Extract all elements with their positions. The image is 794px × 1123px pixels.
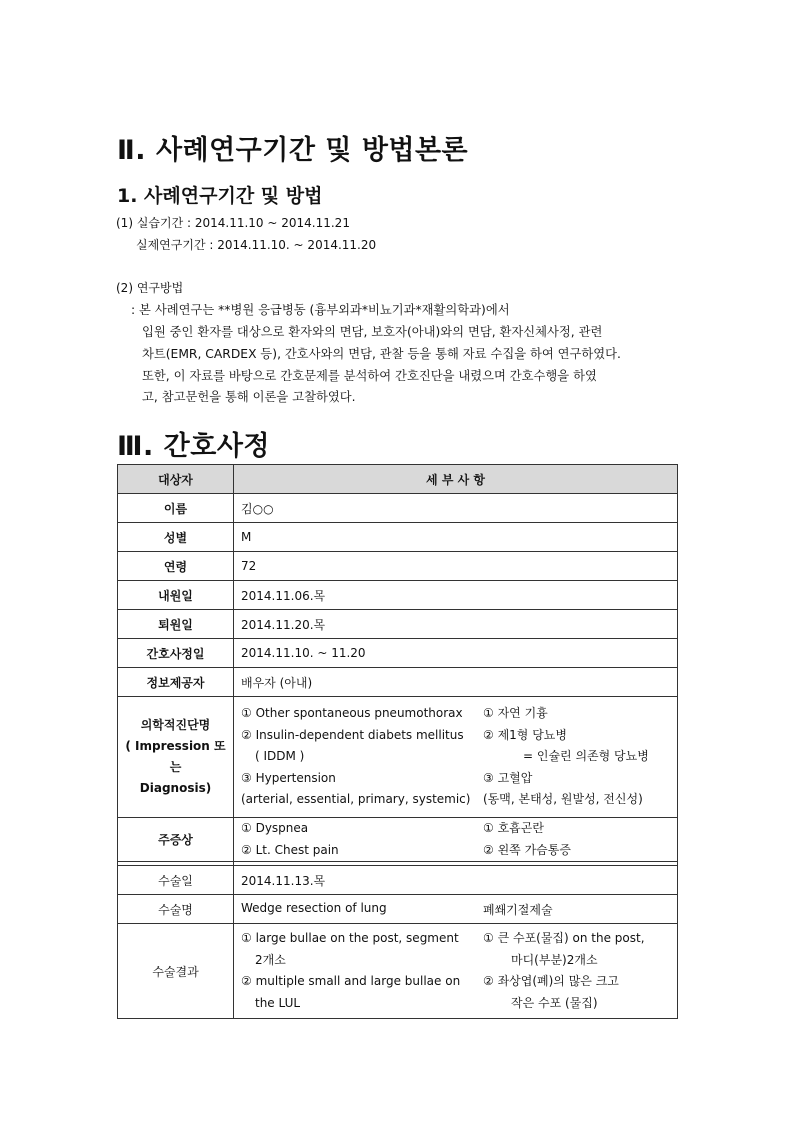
- row-value: 2014.11.10. ~ 11.20: [234, 639, 678, 668]
- table-row: [118, 494, 678, 523]
- diagnosis-ko: ③ 고혈압: [483, 770, 533, 785]
- surgery-name-label: 수술명: [118, 895, 234, 924]
- surgery-result-en: ② multiple small and large bullae on: [241, 974, 461, 988]
- diagnosis-ko: (동맥, 본태성, 원발성, 전신성): [483, 792, 643, 807]
- section-2-1-title: 1. 사례연구기간 및 방법: [117, 185, 323, 207]
- complaint-ko: ② 왼쪽 가슴통증: [483, 842, 571, 857]
- surgery-result-value: [234, 924, 678, 1019]
- surgery-date-value: 2014.11.13.목: [234, 866, 678, 895]
- complaint-en: ① Dyspnea: [241, 821, 309, 835]
- table-row: [118, 523, 678, 552]
- diagnosis-en: ② Insulin-dependent diabets mellitus: [241, 727, 464, 742]
- method-line: 또한, 이 자료를 바탕으로 간호문제를 분석하여 간호진단을 내렸으며 간호수행을 하였: [142, 369, 597, 383]
- row-value: 2014.11.06.목: [234, 581, 678, 610]
- section-2-title: Ⅱ. 사례연구기간 및 방법본론: [117, 135, 469, 166]
- row-label: 성별: [118, 523, 234, 552]
- surgery-result-ko: ② 좌상엽(폐)의 많은 크고: [483, 974, 619, 988]
- surgery-name-row: [118, 895, 678, 924]
- surgery-result-ko: 작은 수포 (물집): [511, 995, 598, 1010]
- surgery-result-row: [118, 924, 678, 1019]
- row-label: 내원일: [118, 581, 234, 610]
- surgery-name-value: [234, 895, 678, 924]
- method-line: 고, 참고문헌을 통해 이론을 고찰하였다.: [142, 390, 356, 404]
- diagnosis-label: [118, 697, 234, 818]
- method-line: 차트(EMR, CARDEX 등), 간호사와의 면담, 관찰 등을 통해 자료 수집을 하여 연구하였다.: [142, 347, 621, 361]
- diagnosis-ko: ② 제1형 당뇨병: [483, 727, 567, 742]
- method-line: : 본 사례연구는 **병원 응급병동 (흉부외과*비뇨기과*재활의학과)에서: [131, 303, 510, 317]
- surgery-result-en: 2개소: [255, 952, 286, 967]
- surgery-name-ko: 폐쐐기절제술: [483, 902, 553, 917]
- surgery-date-row: [118, 866, 678, 895]
- diagnosis-en: ③ Hypertension: [241, 770, 336, 785]
- row-value: 배우자 (아내): [234, 668, 678, 697]
- table-row: [118, 552, 678, 581]
- study-period: 실제연구기간 : 2014.11.10. ~ 2014.11.20: [136, 238, 377, 252]
- practice-period: (1) 실습기간 : 2014.11.10 ~ 2014.11.21: [116, 216, 350, 230]
- row-value: M: [234, 523, 678, 552]
- diagnosis-en: (arterial, essential, primary, systemic): [241, 792, 471, 807]
- surgery-result-ko: ① 큰 수포(물집) on the post,: [483, 931, 645, 945]
- diagnosis-label-line: ( Impression 또는: [125, 739, 226, 774]
- table-row: [118, 581, 678, 610]
- surgery-result-en: the LUL: [255, 995, 301, 1010]
- diagnosis-ko: ① 자연 기흉: [483, 706, 548, 721]
- method-heading: (2) 연구방법: [116, 281, 184, 295]
- row-label: 정보제공자: [118, 668, 234, 697]
- table-row: [118, 639, 678, 668]
- diagnosis-en: ① Other spontaneous pneumothorax: [241, 706, 463, 721]
- surgery-name-en: Wedge resection of lung: [241, 900, 387, 915]
- row-label: 퇴원일: [118, 610, 234, 639]
- row-label: 이름: [118, 494, 234, 523]
- chief-complaint-label: 주증상: [118, 818, 234, 862]
- complaint-en: ② Lt. Chest pain: [241, 842, 339, 857]
- table-row: [118, 610, 678, 639]
- row-value: 김○○: [234, 494, 678, 523]
- complaint-ko: ① 호흡곤란: [483, 821, 544, 835]
- row-label: 연령: [118, 552, 234, 581]
- header-details: 세 부 사 항: [234, 465, 678, 494]
- surgery-result-en: ① large bullae on the post, segment: [241, 931, 459, 945]
- chief-complaint-row: [118, 818, 678, 862]
- row-value: 72: [234, 552, 678, 581]
- diagnosis-label-line: 의학적진단명: [140, 718, 211, 732]
- surgery-date-label: 수술일: [118, 866, 234, 895]
- nursing-assessment-table: [117, 464, 678, 1019]
- diagnosis-row: [118, 697, 678, 818]
- diagnosis-en: ( IDDM ): [255, 749, 305, 764]
- table-row: [118, 668, 678, 697]
- chief-complaint-value: [234, 818, 678, 862]
- surgery-result-label: 수술결과: [118, 924, 234, 1019]
- row-value: 2014.11.20.목: [234, 610, 678, 639]
- surgery-result-ko: 마디(부분)2개소: [511, 952, 598, 967]
- section-3-title: Ⅲ. 간호사정: [117, 431, 271, 462]
- row-label: 간호사정일: [118, 639, 234, 668]
- diagnosis-value: [234, 697, 678, 818]
- diagnosis-label-line: Diagnosis): [139, 781, 212, 795]
- diagnosis-ko: = 인슐린 의존형 당뇨병: [523, 749, 649, 764]
- header-subject: 대상자: [118, 465, 234, 494]
- table-header-row: [118, 465, 678, 494]
- method-line: 입원 중인 환자를 대상으로 환자와의 면담, 보호자(아내)와의 면담, 환자신체사정, 관련: [142, 325, 603, 339]
